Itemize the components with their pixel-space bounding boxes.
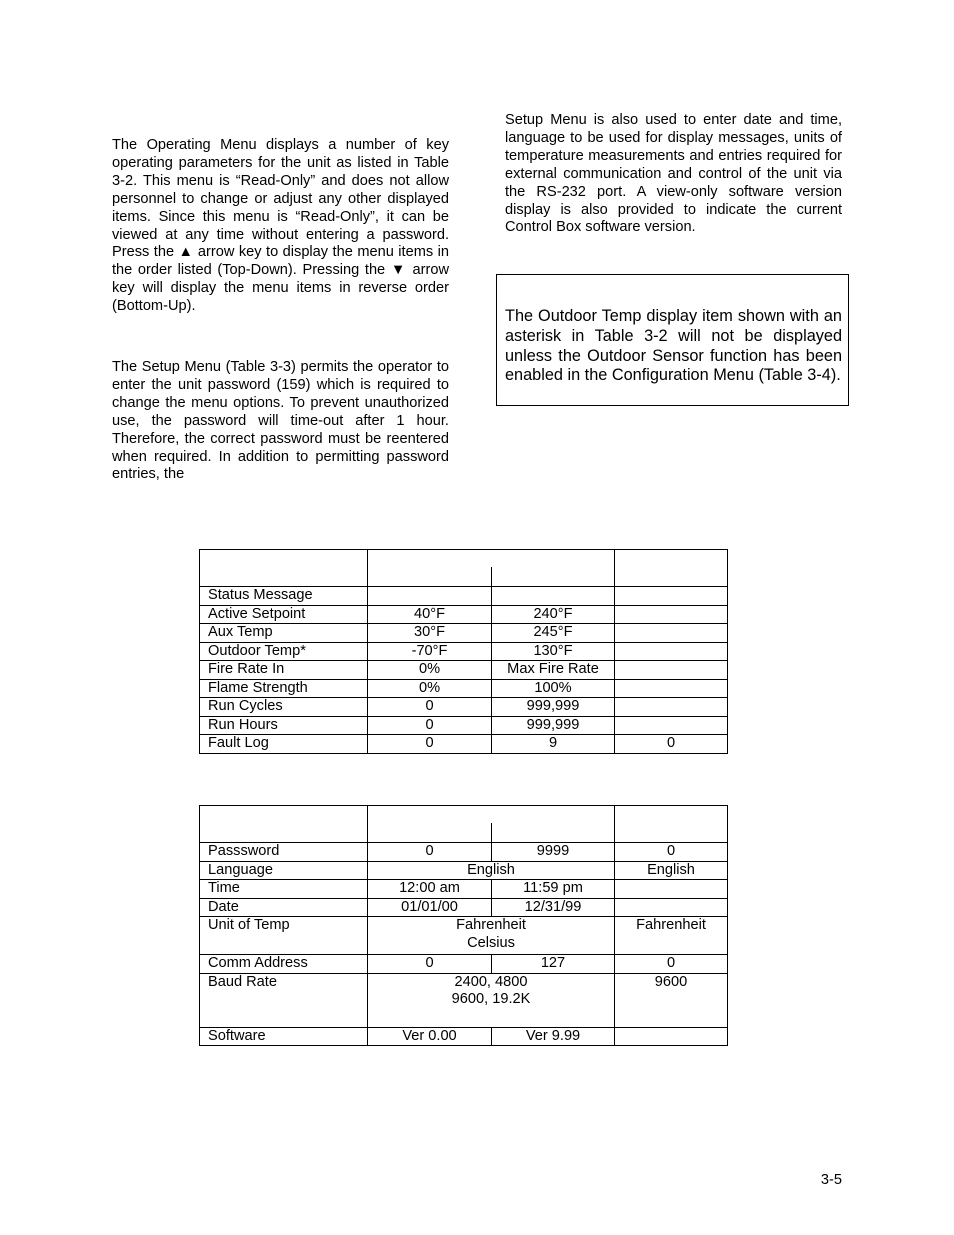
item-cell: Time [200,880,368,899]
min-cell: Ver 0.00 [368,1027,492,1046]
min-cell: 0% [368,679,492,698]
table-row [200,861,728,880]
table-row [200,605,728,624]
default-cell [615,605,728,624]
max-cell: 130°F [492,642,615,661]
table-row [200,955,728,974]
range-cell [368,973,615,1027]
table-header-row [200,806,728,843]
table-row [200,642,728,661]
range-line: Fahrenheit [456,917,526,933]
table-row [200,843,728,862]
table-row [200,735,728,754]
default-cell [615,1027,728,1046]
note-text: The Outdoor Temp display item shown with an asterisk in Table 3-2 will not be displayed unless the Outdoor Sensor function has been enabled in the Configuration Menu (Table 3-4). [505,307,842,385]
max-cell: 127 [492,955,615,974]
item-cell: Flame Strength [200,679,368,698]
min-cell: 30°F [368,624,492,643]
table-row [200,698,728,717]
min-cell: -70°F [368,642,492,661]
max-cell: 12/31/99 [492,898,615,917]
default-cell [615,880,728,899]
table-row [200,587,728,606]
table-header-row [200,550,728,587]
item-cell: Run Cycles [200,698,368,717]
item-cell: Software [200,1027,368,1046]
header-cell [200,550,368,587]
item-cell: Fault Log [200,735,368,754]
default-cell: English [615,861,728,880]
header-cell [615,806,728,843]
item-cell: Comm Address [200,955,368,974]
max-cell: 999,999 [492,716,615,735]
max-cell: 999,999 [492,698,615,717]
range-line: 2400, 4800 [454,973,528,990]
setup-menu-paragraph: The Setup Menu (Table 3-3) permits the operator to enter the unit password (159) which is required to change the menu options. To prevent unauthorized use, the password will time-out after 1 hour. Therefore, the correct password must be reentered when required. In addition to permitting password entries, the [112,359,449,483]
setup-menu-continued-paragraph: Setup Menu is also used to enter date and time, language to be used for display messages, units of temperature measurements and entries required for external communication and control of the unit via the RS-232 port. A view-only software version display is also provided to indicate the current Control Box software version. [505,112,842,236]
header-cell [200,806,368,843]
item-cell: Outdoor Temp* [200,642,368,661]
default-cell: 0 [615,843,728,862]
item-cell: Status Message [200,587,368,606]
item-cell: Fire Rate In [200,661,368,680]
table-row [200,898,728,917]
min-cell: 0 [368,735,492,754]
min-cell: 0 [368,716,492,735]
default-cell [615,698,728,717]
note-box [496,274,849,406]
item-cell: Date [200,898,368,917]
max-cell: 9999 [492,843,615,862]
table-row [200,1027,728,1046]
default-cell [615,716,728,735]
default-cell [615,898,728,917]
item-cell: Aux Temp [200,624,368,643]
max-cell: 9 [492,735,615,754]
table-row [200,716,728,735]
default-cell [615,642,728,661]
min-cell: 01/01/00 [368,898,492,917]
min-cell: 0 [368,843,492,862]
max-cell: 100% [492,679,615,698]
table-row [200,917,728,955]
default-cell: Fahrenheit [615,917,728,955]
header-divider [491,567,492,586]
default-cell: 0 [615,735,728,754]
max-cell [492,587,615,606]
header-cell [615,550,728,587]
table-row [200,973,728,1027]
default-cell [615,624,728,643]
min-cell: 0 [368,698,492,717]
item-cell: Passsword [200,843,368,862]
max-cell: 11:59 pm [492,880,615,899]
operating-menu-paragraph: The Operating Menu displays a number of key operating parameters for the unit as listed in Table 3-2. This menu is “Read-Only” and does not allow personnel to change or adjust any other displayed items. Since this menu is “Read-Only”, it can be viewed at any time without entering a password. Press the ▲ arrow key to display the menu items in the order listed (Top-Down). Pressing the ▼ arrow key will display the menu items in reverse order (Bottom-Up). [112,137,449,315]
default-cell: 9600 [615,973,728,1027]
item-cell: Language [200,861,368,880]
default-cell: 0 [615,955,728,974]
range-line: 9600, 19.2K [451,991,531,1007]
table-row [200,661,728,680]
item-cell: Active Setpoint [200,605,368,624]
min-cell [368,587,492,606]
min-cell: 40°F [368,605,492,624]
default-cell [615,661,728,680]
table-row [200,624,728,643]
max-cell: 240°F [492,605,615,624]
page-number: 3-5 [820,1172,842,1188]
range-cell [368,917,615,955]
default-cell [615,679,728,698]
min-cell: 0% [368,661,492,680]
table-row [200,880,728,899]
max-cell: Ver 9.99 [492,1027,615,1046]
range-line: Celsius [467,934,515,951]
max-cell: 245°F [492,624,615,643]
header-divider [491,823,492,842]
default-cell [615,587,728,606]
operating-menu-table [199,549,728,754]
table-row [200,679,728,698]
min-cell: 12:00 am [368,880,492,899]
item-cell: Unit of Temp [200,917,368,955]
item-cell: Run Hours [200,716,368,735]
item-cell: Baud Rate [200,973,368,1027]
range-cell: English [368,861,615,880]
max-cell: Max Fire Rate [492,661,615,680]
min-cell: 0 [368,955,492,974]
setup-menu-table [199,805,728,1046]
